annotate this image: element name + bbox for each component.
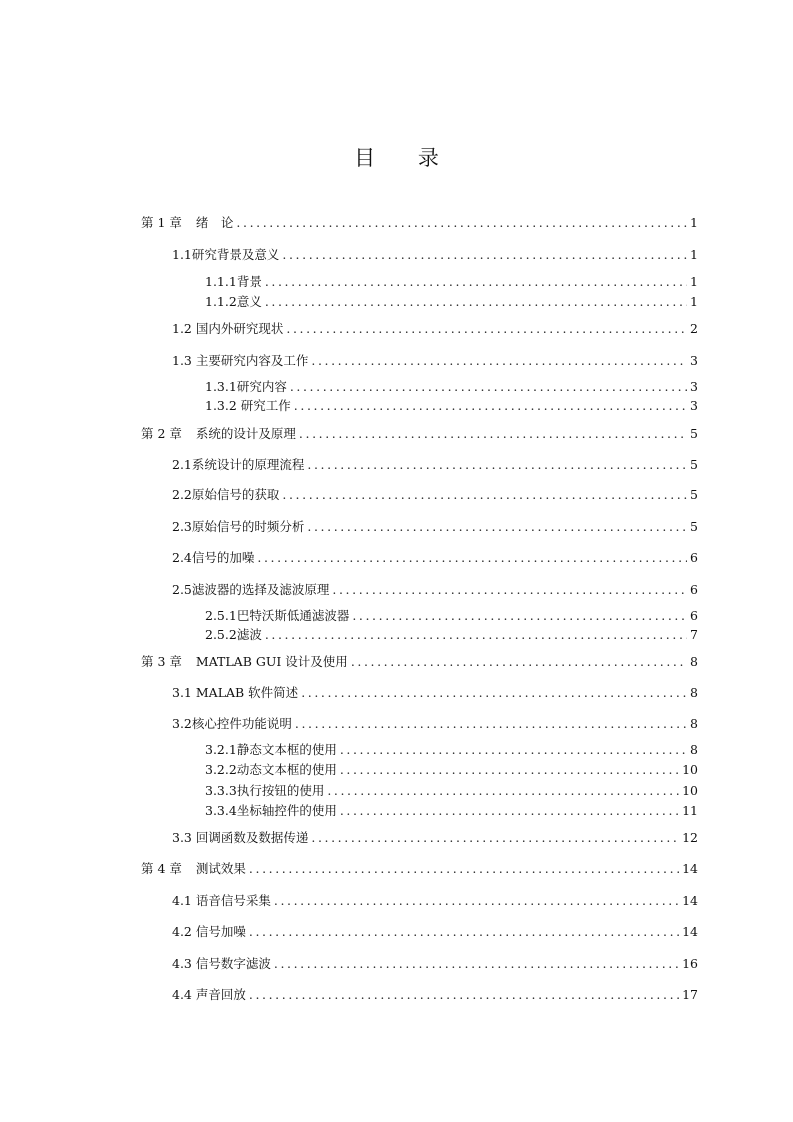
- toc-entry[interactable]: [172, 485, 698, 505]
- toc-entry[interactable]: [172, 683, 698, 703]
- toc-entry-label: [172, 517, 304, 537]
- toc-dot-leader: [265, 272, 687, 292]
- toc-dot-leader: [340, 801, 679, 821]
- toc-entry-text: 背景: [236, 274, 262, 289]
- toc-entry-number: 1.1.1: [205, 274, 237, 289]
- toc-entry-number: 2.5.2: [205, 627, 237, 642]
- toc-entry-page: 8: [690, 685, 698, 700]
- toc-dot-leader: [249, 922, 679, 942]
- toc-entry-label: [205, 801, 337, 821]
- toc-entry-label: [172, 891, 271, 911]
- toc-entry-page: 5: [690, 487, 698, 502]
- toc-entry-page: 5: [690, 519, 698, 534]
- toc-entry-number: 1.2: [172, 321, 192, 336]
- toc-entry[interactable]: [172, 548, 698, 568]
- toc-dot-leader: [274, 891, 679, 911]
- toc-entry-page: 17: [682, 987, 698, 1002]
- toc-entry-text: 意义: [236, 294, 262, 309]
- toc-entry-text: 静态文本框的使用: [236, 742, 337, 757]
- toc-entry-number: 第 4 章: [141, 861, 182, 876]
- toc-entry-text: 系统的设计及原理: [195, 426, 296, 441]
- toc-entry-text: 语音信号采集: [191, 893, 271, 908]
- toc-entry-label: [141, 859, 246, 879]
- toc-title: 目 录: [354, 146, 457, 170]
- toc-entry-text: 测试效果: [195, 861, 246, 876]
- toc-entry-page: 3: [690, 398, 698, 413]
- toc-entry-number: 4.4: [172, 987, 192, 1002]
- toc-entry-text: 回调函数及数据传递: [191, 830, 309, 845]
- toc-entry-page: 6: [690, 608, 698, 623]
- toc-entry-text: 绪 论: [195, 215, 234, 230]
- toc-entry-page: 8: [690, 716, 698, 731]
- toc-entry[interactable]: [172, 455, 698, 475]
- toc-dot-leader: [249, 985, 679, 1005]
- toc-entry-page: 2: [690, 321, 698, 336]
- toc-dot-leader: [307, 455, 687, 475]
- toc-entry-label: [172, 954, 271, 974]
- toc-entry-number: 3.1: [172, 685, 192, 700]
- toc-entry-text: 原始信号的时频分析: [191, 519, 305, 534]
- toc-entry-text: 研究内容: [236, 379, 287, 394]
- toc-entry-number: 2.5.1: [205, 608, 237, 623]
- toc-entry-number: 1.1: [172, 247, 192, 262]
- toc-dot-leader: [332, 580, 687, 600]
- toc-entry[interactable]: [172, 517, 698, 537]
- toc-entry-text: 原始信号的获取: [191, 487, 280, 502]
- toc-entry-page: 14: [682, 893, 698, 908]
- toc-entry-label: [205, 606, 349, 626]
- toc-entry[interactable]: [205, 781, 698, 801]
- toc-dot-leader: [236, 213, 687, 233]
- toc-dot-leader: [311, 351, 687, 371]
- toc-entry-number: 3.3.3: [205, 783, 237, 798]
- toc-entry[interactable]: [172, 985, 698, 1005]
- toc-entry-text: 信号数字滤波: [191, 956, 271, 971]
- toc-entry[interactable]: [141, 213, 698, 233]
- toc-entry-page: 10: [682, 783, 698, 798]
- toc-entry-number: 第 1 章: [141, 215, 182, 230]
- toc-dot-leader: [257, 548, 687, 568]
- toc-entry-label: [141, 213, 233, 233]
- toc-entry-page: 5: [690, 457, 698, 472]
- toc-entry[interactable]: [141, 652, 698, 672]
- toc-entry-page: 6: [690, 550, 698, 565]
- toc-dot-leader: [282, 245, 687, 265]
- toc-entry[interactable]: [205, 396, 698, 416]
- toc-entry-label: [205, 781, 324, 801]
- toc-entry[interactable]: [172, 319, 698, 339]
- toc-entry-page: 12: [682, 830, 698, 845]
- toc-entry[interactable]: [205, 272, 698, 292]
- toc-entry-number: 4.3: [172, 956, 192, 971]
- toc-entry-text: MALAB 软件简述: [191, 685, 299, 700]
- toc-entry-text: 执行按钮的使用: [236, 783, 325, 798]
- toc-dot-leader: [301, 683, 687, 703]
- toc-entry-number: 1.3: [172, 353, 192, 368]
- toc-entry-page: 16: [682, 956, 698, 971]
- toc-entry-label: [172, 485, 279, 505]
- toc-entry-page: 1: [690, 247, 698, 262]
- toc-entry[interactable]: [172, 954, 698, 974]
- toc-entry-number: 2.1: [172, 457, 192, 472]
- toc-entry-label: [172, 985, 246, 1005]
- toc-entry-number: 3.2.2: [205, 762, 237, 777]
- toc-entry-text: 信号加噪: [191, 924, 246, 939]
- toc-entry-label: [172, 351, 308, 371]
- toc-entry-number: 第 2 章: [141, 426, 182, 441]
- toc-entry-text: 滤波: [236, 627, 262, 642]
- toc-entry[interactable]: [172, 922, 698, 942]
- toc-entry-label: [172, 714, 292, 734]
- toc-entry[interactable]: [141, 424, 698, 444]
- toc-dot-leader: [299, 424, 687, 444]
- toc-dot-leader: [351, 652, 687, 672]
- toc-entry-label: [205, 740, 337, 760]
- toc-dot-leader: [265, 625, 687, 645]
- toc-entry-text: 研究工作: [236, 398, 291, 413]
- toc-entry-number: 3.2: [172, 716, 192, 731]
- toc-dot-leader: [290, 377, 687, 397]
- toc-entry-number: 1.1.2: [205, 294, 237, 309]
- toc-entry-text: 巴特沃斯低通滤波器: [236, 608, 350, 623]
- toc-entry-number: 2.5: [172, 582, 192, 597]
- toc-entry[interactable]: [172, 828, 698, 848]
- toc-entry-page: 7: [690, 627, 698, 642]
- toc-dot-leader: [249, 859, 679, 879]
- toc-entry-label: [172, 828, 308, 848]
- toc-dot-leader: [265, 292, 687, 312]
- toc-entry-number: 1.3.2: [205, 398, 237, 413]
- toc-entry[interactable]: [205, 801, 698, 821]
- toc-entry[interactable]: [172, 891, 698, 911]
- toc-entry-text: 滤波器的选择及滤波原理: [191, 582, 330, 597]
- toc-entry-number: 4.2: [172, 924, 192, 939]
- toc-entry-label: [141, 652, 348, 672]
- toc-entry[interactable]: [172, 245, 698, 265]
- toc-dot-leader: [307, 517, 687, 537]
- toc-entry-label: [172, 683, 298, 703]
- toc-entry-page: 8: [690, 742, 698, 757]
- toc-entry-label: [205, 292, 262, 312]
- toc-entry-text: 系统设计的原理流程: [191, 457, 305, 472]
- toc-entry-label: [172, 922, 246, 942]
- toc-entry-label: [172, 319, 283, 339]
- toc-entry-text: 动态文本框的使用: [236, 762, 337, 777]
- toc-entry-number: 3.2.1: [205, 742, 237, 757]
- toc-dot-leader: [282, 485, 687, 505]
- toc-entry-page: 1: [690, 274, 698, 289]
- toc-entry-number: 4.1: [172, 893, 192, 908]
- toc-entry-label: [205, 377, 287, 397]
- toc-entry-text: MATLAB GUI 设计及使用: [195, 654, 348, 669]
- toc-entry-label: [205, 396, 291, 416]
- toc-entry[interactable]: [205, 740, 698, 760]
- toc-entry[interactable]: [172, 580, 698, 600]
- toc-dot-leader: [340, 760, 679, 780]
- toc-entry-text: 核心控件功能说明: [191, 716, 292, 731]
- toc-entry[interactable]: [205, 292, 698, 312]
- toc-dot-leader: [295, 714, 687, 734]
- toc-dot-leader: [294, 396, 687, 416]
- toc-entry-page: 14: [682, 924, 698, 939]
- toc-entry-number: 3.3: [172, 830, 192, 845]
- toc-entry-label: [205, 272, 262, 292]
- toc-entry-page: 5: [690, 426, 698, 441]
- toc-entry-page: 3: [690, 353, 698, 368]
- toc-entry-label: [141, 424, 296, 444]
- toc-entry-page: 14: [682, 861, 698, 876]
- toc-entry-label: [205, 760, 337, 780]
- toc-entry-number: 2.4: [172, 550, 192, 565]
- toc-entry-page: 6: [690, 582, 698, 597]
- toc-dot-leader: [327, 781, 679, 801]
- toc-entry-page: 1: [690, 294, 698, 309]
- toc-dot-leader: [340, 740, 687, 760]
- toc-entry-page: 8: [690, 654, 698, 669]
- toc-dot-leader: [352, 606, 687, 626]
- toc-entry-number: 1.3.1: [205, 379, 237, 394]
- toc-entry-label: [172, 455, 304, 475]
- toc-entry-label: [172, 245, 279, 265]
- toc-entry-label: [172, 548, 254, 568]
- toc-entry[interactable]: [205, 760, 698, 780]
- toc-entry-number: 2.2: [172, 487, 192, 502]
- toc-entry-text: 坐标轴控件的使用: [236, 803, 337, 818]
- toc-entry-page: 3: [690, 379, 698, 394]
- toc-entry[interactable]: [172, 714, 698, 734]
- toc-entry-text: 声音回放: [191, 987, 246, 1002]
- toc-dot-leader: [286, 319, 687, 339]
- toc-entry-page: 10: [682, 762, 698, 777]
- toc-entry-text: 国内外研究现状: [191, 321, 284, 336]
- toc-entry[interactable]: [205, 377, 698, 397]
- toc-entry[interactable]: [172, 351, 698, 371]
- toc-entry-number: 2.3: [172, 519, 192, 534]
- toc-entry-text: 信号的加噪: [191, 550, 255, 565]
- toc-entry[interactable]: [141, 859, 698, 879]
- toc-entry[interactable]: [205, 625, 698, 645]
- toc-entry-text: 主要研究内容及工作: [191, 353, 309, 368]
- toc-entry-label: [172, 580, 329, 600]
- toc-dot-leader: [311, 828, 679, 848]
- toc-dot-leader: [274, 954, 679, 974]
- toc-entry-page: 1: [690, 215, 698, 230]
- toc-entry-text: 研究背景及意义: [191, 247, 280, 262]
- toc-entry-page: 11: [682, 803, 698, 818]
- toc-entry-number: 3.3.4: [205, 803, 237, 818]
- toc-entry-number: 第 3 章: [141, 654, 182, 669]
- toc-entry-label: [205, 625, 262, 645]
- toc-entry[interactable]: [205, 606, 698, 626]
